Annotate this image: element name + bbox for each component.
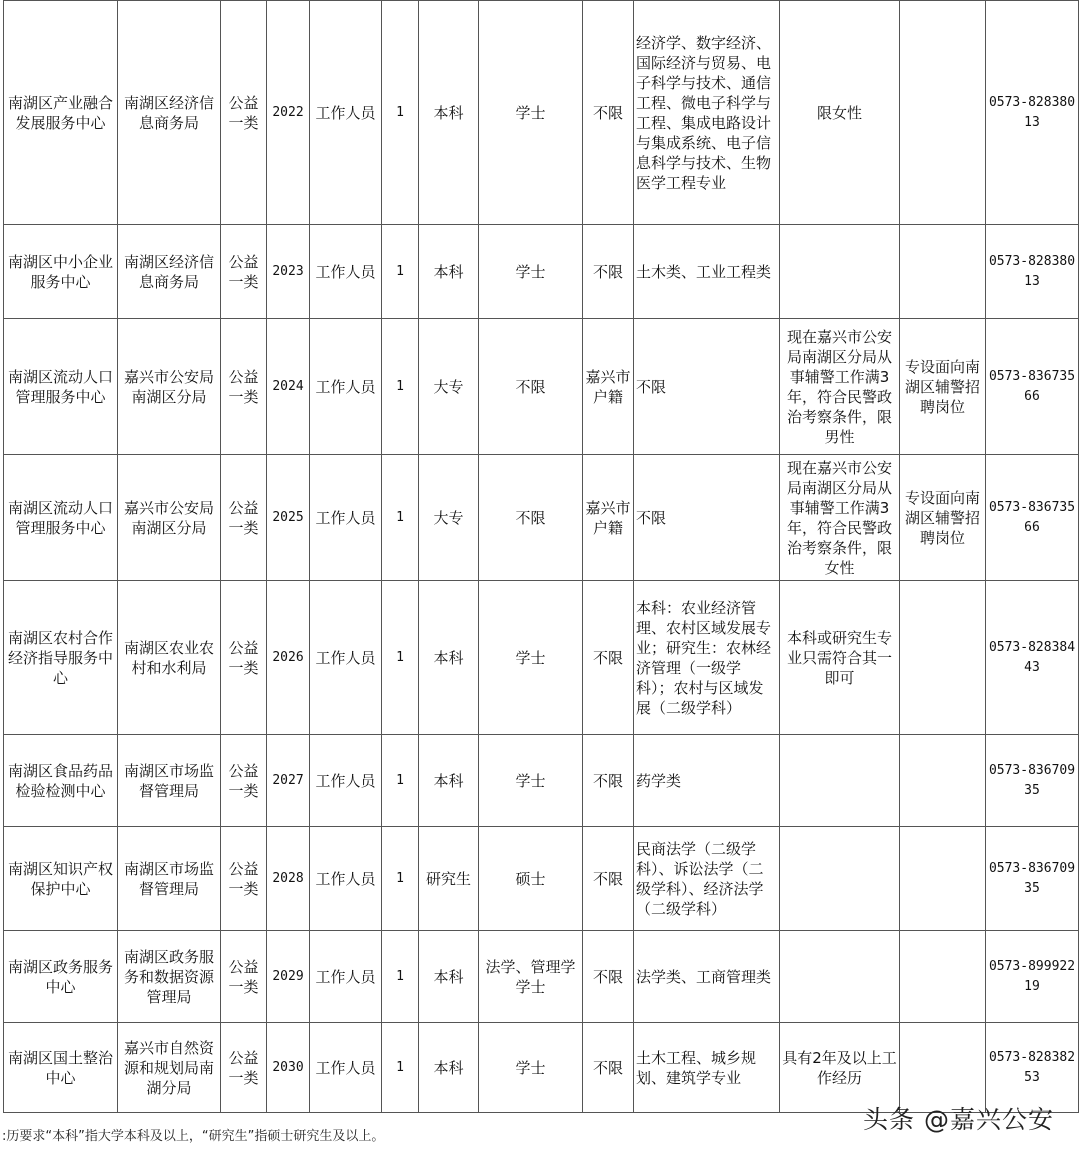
headcount-cell: 1 <box>382 319 419 455</box>
education-cell: 研究生 <box>419 827 479 931</box>
degree-cell: 学士 <box>479 735 583 827</box>
table-row <box>4 1 1079 225</box>
requirements-cell: 具有2年及以上工作经历 <box>780 1023 900 1113</box>
residence-cell: 不限 <box>583 931 634 1023</box>
unit-cell: 南湖区农村合作经济指导服务中心 <box>4 581 118 735</box>
remark-cell <box>900 931 986 1023</box>
headcount-cell: 1 <box>382 225 419 319</box>
post-code-cell: 2027 <box>267 735 310 827</box>
category-cell: 公益一类 <box>221 319 267 455</box>
major-cell: 本科：农业经济管理、农村区域发展专业；研究生：农林经济管理（一级学科）；农村与区域发展（二级学科） <box>634 581 780 735</box>
table-body <box>4 1 1079 1113</box>
department-cell: 南湖区市场监督管理局 <box>118 827 221 931</box>
category-cell: 公益一类 <box>221 931 267 1023</box>
post-code-cell: 2029 <box>267 931 310 1023</box>
table-row <box>4 931 1079 1023</box>
phone-cell: 0573-82838013 <box>986 225 1079 319</box>
post-code-cell: 2023 <box>267 225 310 319</box>
post-code-cell: 2026 <box>267 581 310 735</box>
unit-cell: 南湖区中小企业服务中心 <box>4 225 118 319</box>
residence-cell: 不限 <box>583 1 634 225</box>
headcount-cell: 1 <box>382 1023 419 1113</box>
headcount-cell: 1 <box>382 735 419 827</box>
watermark: 头条 @嘉兴公安 <box>863 1105 1054 1134</box>
unit-cell: 南湖区知识产权保护中心 <box>4 827 118 931</box>
post-name-cell: 工作人员 <box>310 225 382 319</box>
category-cell: 公益一类 <box>221 455 267 581</box>
residence-cell: 嘉兴市户籍 <box>583 319 634 455</box>
phone-cell: 0573-89992219 <box>986 931 1079 1023</box>
headcount-cell: 1 <box>382 827 419 931</box>
residence-cell: 不限 <box>583 1023 634 1113</box>
category-cell: 公益一类 <box>221 1023 267 1113</box>
phone-cell: 0573-83670935 <box>986 827 1079 931</box>
category-cell: 公益一类 <box>221 1 267 225</box>
education-cell: 本科 <box>419 1023 479 1113</box>
remark-cell: 专设面向南湖区辅警招聘岗位 <box>900 455 986 581</box>
residence-cell: 不限 <box>583 735 634 827</box>
degree-cell: 不限 <box>479 319 583 455</box>
phone-cell: 0573-83673566 <box>986 319 1079 455</box>
footnote: :历要求“本科”指大学本科及以上，“研究生”指硕士研究生及以上。 <box>2 1129 385 1144</box>
department-cell: 南湖区经济信息商务局 <box>118 225 221 319</box>
table-row <box>4 319 1079 455</box>
recruitment-table <box>3 0 1079 1113</box>
table-row <box>4 225 1079 319</box>
headcount-cell: 1 <box>382 455 419 581</box>
post-code-cell: 2022 <box>267 1 310 225</box>
residence-cell: 嘉兴市户籍 <box>583 455 634 581</box>
degree-cell: 法学、管理学学士 <box>479 931 583 1023</box>
major-cell: 不限 <box>634 319 780 455</box>
table-row <box>4 1023 1079 1113</box>
requirements-cell <box>780 225 900 319</box>
degree-cell: 不限 <box>479 455 583 581</box>
unit-cell: 南湖区政务服务中心 <box>4 931 118 1023</box>
major-cell: 土木类、工业工程类 <box>634 225 780 319</box>
post-name-cell: 工作人员 <box>310 931 382 1023</box>
phone-cell: 0573-83670935 <box>986 735 1079 827</box>
degree-cell: 学士 <box>479 581 583 735</box>
headcount-cell: 1 <box>382 1 419 225</box>
department-cell: 嘉兴市公安局南湖区分局 <box>118 455 221 581</box>
requirements-cell: 现在嘉兴市公安局南湖区分局从事辅警工作满3年，符合民警政治考察条件，限女性 <box>780 455 900 581</box>
post-name-cell: 工作人员 <box>310 827 382 931</box>
unit-cell: 南湖区产业融合发展服务中心 <box>4 1 118 225</box>
remark-cell: 专设面向南湖区辅警招聘岗位 <box>900 319 986 455</box>
phone-cell: 0573-82838443 <box>986 581 1079 735</box>
headcount-cell: 1 <box>382 931 419 1023</box>
major-cell: 法学类、工商管理类 <box>634 931 780 1023</box>
degree-cell: 学士 <box>479 225 583 319</box>
major-cell: 不限 <box>634 455 780 581</box>
degree-cell: 硕士 <box>479 827 583 931</box>
requirements-cell <box>780 931 900 1023</box>
residence-cell: 不限 <box>583 581 634 735</box>
unit-cell: 南湖区国土整治中心 <box>4 1023 118 1113</box>
post-name-cell: 工作人员 <box>310 319 382 455</box>
major-cell: 土木工程、城乡规划、建筑学专业 <box>634 1023 780 1113</box>
education-cell: 本科 <box>419 1 479 225</box>
residence-cell: 不限 <box>583 225 634 319</box>
remark-cell <box>900 735 986 827</box>
post-name-cell: 工作人员 <box>310 455 382 581</box>
requirements-cell <box>780 735 900 827</box>
unit-cell: 南湖区流动人口管理服务中心 <box>4 319 118 455</box>
post-name-cell: 工作人员 <box>310 1023 382 1113</box>
category-cell: 公益一类 <box>221 581 267 735</box>
table-row <box>4 827 1079 931</box>
post-name-cell: 工作人员 <box>310 581 382 735</box>
department-cell: 嘉兴市自然资源和规划局南湖分局 <box>118 1023 221 1113</box>
unit-cell: 南湖区食品药品检验检测中心 <box>4 735 118 827</box>
remark-cell <box>900 1023 986 1113</box>
department-cell: 嘉兴市公安局南湖区分局 <box>118 319 221 455</box>
education-cell: 大专 <box>419 455 479 581</box>
post-code-cell: 2025 <box>267 455 310 581</box>
education-cell: 本科 <box>419 581 479 735</box>
remark-cell <box>900 581 986 735</box>
major-cell: 药学类 <box>634 735 780 827</box>
degree-cell: 学士 <box>479 1023 583 1113</box>
requirements-cell: 现在嘉兴市公安局南湖区分局从事辅警工作满3年，符合民警政治考察条件，限男性 <box>780 319 900 455</box>
department-cell: 南湖区市场监督管理局 <box>118 735 221 827</box>
phone-cell: 0573-82838013 <box>986 1 1079 225</box>
remark-cell <box>900 827 986 931</box>
department-cell: 南湖区农业农村和水利局 <box>118 581 221 735</box>
department-cell: 南湖区政务服务和数据资源管理局 <box>118 931 221 1023</box>
phone-cell: 0573-83673566 <box>986 455 1079 581</box>
table-row <box>4 581 1079 735</box>
education-cell: 本科 <box>419 225 479 319</box>
education-cell: 本科 <box>419 735 479 827</box>
post-name-cell: 工作人员 <box>310 735 382 827</box>
post-code-cell: 2028 <box>267 827 310 931</box>
residence-cell: 不限 <box>583 827 634 931</box>
category-cell: 公益一类 <box>221 735 267 827</box>
post-code-cell: 2024 <box>267 319 310 455</box>
education-cell: 本科 <box>419 931 479 1023</box>
requirements-cell: 本科或研究生专业只需符合其一即可 <box>780 581 900 735</box>
requirements-cell <box>780 827 900 931</box>
remark-cell <box>900 1 986 225</box>
major-cell: 民商法学（二级学科）、诉讼法学（二级学科）、经济法学（二级学科） <box>634 827 780 931</box>
requirements-cell: 限女性 <box>780 1 900 225</box>
table-row <box>4 735 1079 827</box>
degree-cell: 学士 <box>479 1 583 225</box>
remark-cell <box>900 225 986 319</box>
unit-cell: 南湖区流动人口管理服务中心 <box>4 455 118 581</box>
major-cell: 经济学、数字经济、国际经济与贸易、电子科学与技术、通信工程、微电子科学与工程、集成电路设计与集成系统、电子信息科学与技术、生物医学工程专业 <box>634 1 780 225</box>
table-row <box>4 455 1079 581</box>
category-cell: 公益一类 <box>221 827 267 931</box>
post-name-cell: 工作人员 <box>310 1 382 225</box>
education-cell: 大专 <box>419 319 479 455</box>
department-cell: 南湖区经济信息商务局 <box>118 1 221 225</box>
headcount-cell: 1 <box>382 581 419 735</box>
post-code-cell: 2030 <box>267 1023 310 1113</box>
category-cell: 公益一类 <box>221 225 267 319</box>
phone-cell: 0573-82838253 <box>986 1023 1079 1113</box>
